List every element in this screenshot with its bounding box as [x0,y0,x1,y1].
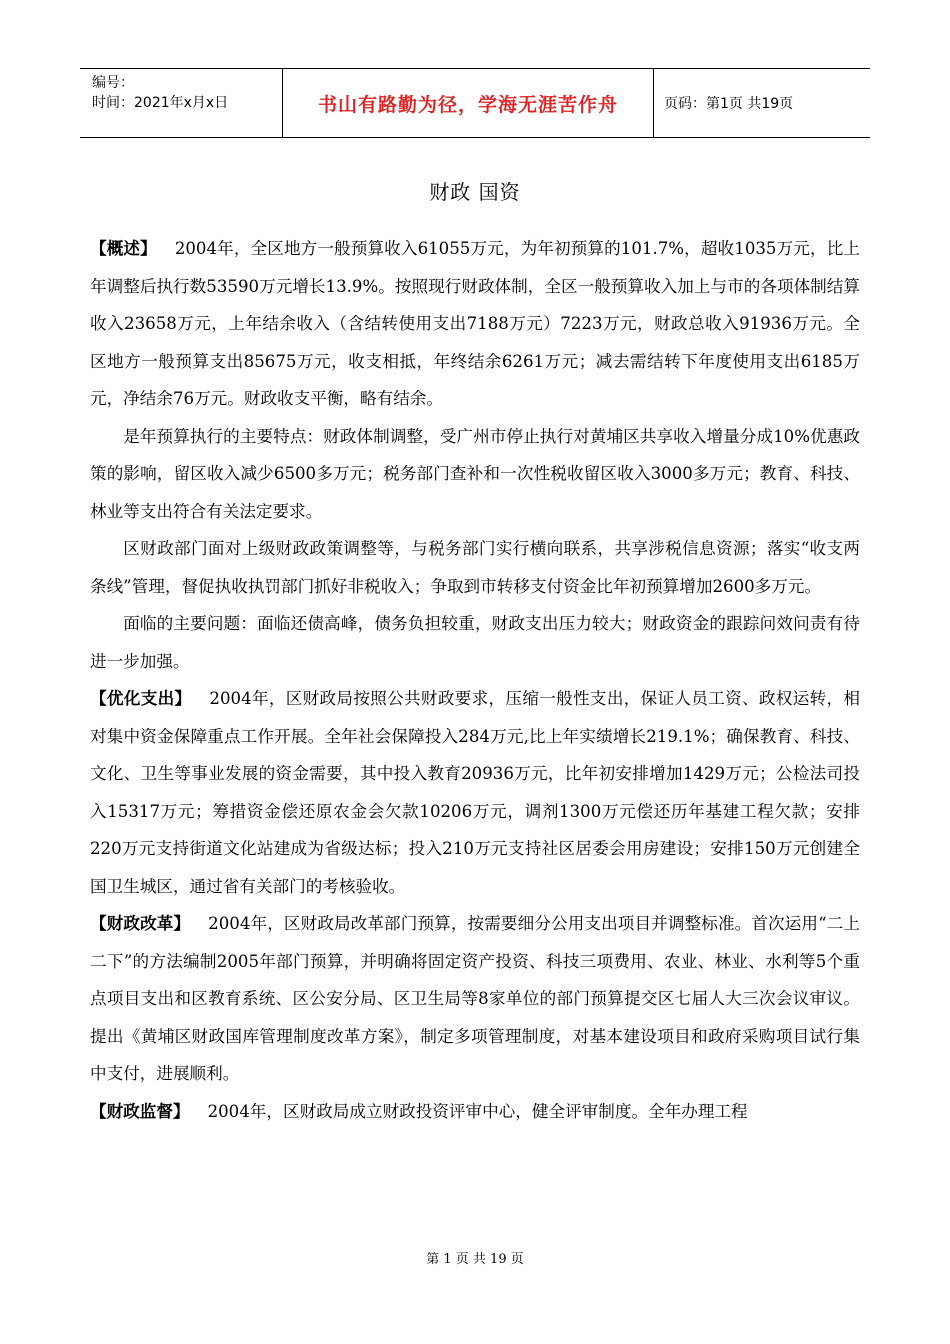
overview-text: 2004年，全区地方一般预算收入61055万元，为年初预算的101.7%，超收1035万元，比上年调整后执行数53590万元增长13.9%。按照现行财政体制，全区一般预算收入加上与市的各项体制结算收入23658万元，上年结余收入（含结转使用支出7188万元）7223万元，财政总收入91936万元。全区地方一般预算支出85675万元，收支相抵，年终结余6261万元；减去需结转下年度使用支出6185万元，净结余76万元。财政收支平衡，略有结余。 [90,239,860,408]
section-tag-overview: 【概述】 [90,239,157,258]
document-body [90,230,860,1130]
time-label: 时间：2021年x月x日 [92,95,229,111]
section-tag-supervise: 【财政监督】 [90,1101,190,1121]
header-page-info: 页码：第1页 共19页 [664,96,794,112]
paragraph-features: 是年预算执行的主要特点：财政体制调整，受广州市停止执行对黄埔区共享收入增量分成10%优惠政策的影响，留区收入减少6500多万元；税务部门查补和一次性税收留区收入3000多万元；教育、科技、林业等支出符合有关法定要求。 [90,426,860,521]
optimize-text: 2004年，区财政局按照公共财政要求，压缩一般性支出，保证人员工资、政权运转，相对集中资金保障重点工作开展。全年社会保障投入284万元,比上年实绩增长219.1%；确保教育、科技、文化、卫生等事业发展的资金需要，其中投入教育20936万元，比年初安排增加1429万元；公检法司投入15317万元；筹措资金偿还原农金会欠款10206万元，调剂1300万元偿还历年基建工程欠款；安排220万元支持街道文化站建成为省级达标；投入210万元支持社区居委会用房建设；安排150万元创建全国卫生城区，通过省有关部门的考核验收。 [90,689,861,896]
paragraph-optimize [90,680,860,905]
paragraph-overview [90,230,860,418]
paragraph-measures: 区财政部门面对上级财政政策调整等，与税务部门实行横向联系，共享涉税信息资源；落实“收支两条线”管理，督促执收执罚部门抓好非税收入；争取到市转移支付资金比年初预算增加2600多万元。 [90,539,860,596]
page-title: 财政 国资 [429,180,521,204]
reform-text: 2004年，区财政局改革部门预算，按需要细分公用支出项目并调整标准。首次运用“二上二下”的方法编制2005年部门预算，并明确将固定资产投资、科技三项费用、农业、林业、水利等5个重点项目支出和区教育系统、区公安分局、区卫生局等8家单位的部门预算提交区七届人大三次会议审议。提出《黄埔区财政国库管理制度改革方案》，制定多项管理制度，对基本建设项目和政府采购项目试行集中支付，进展顺利。 [90,914,860,1083]
section-tag-reform: 【财政改革】 [90,914,191,933]
section-tag-optimize: 【优化支出】 [90,689,192,708]
paragraph-problems: 面临的主要问题：面临还债高峰，债务负担较重，财政支出压力较大；财政资金的跟踪问效问责有待进一步加强。 [90,614,860,671]
paragraph-reform [90,905,860,1093]
header-motto: 书山有路勤为径，学海无涯苦作舟 [283,69,654,137]
paragraph-supervise [90,1093,860,1131]
number-label: 编号： [92,75,134,91]
header-table [80,68,870,138]
page-footer: 第 1 页 共 19 页 [426,1252,524,1267]
supervise-text: 2004年，区财政局成立财政投资评审中心，健全评审制度。全年办理工程 [207,1101,748,1121]
header-meta [80,69,283,137]
